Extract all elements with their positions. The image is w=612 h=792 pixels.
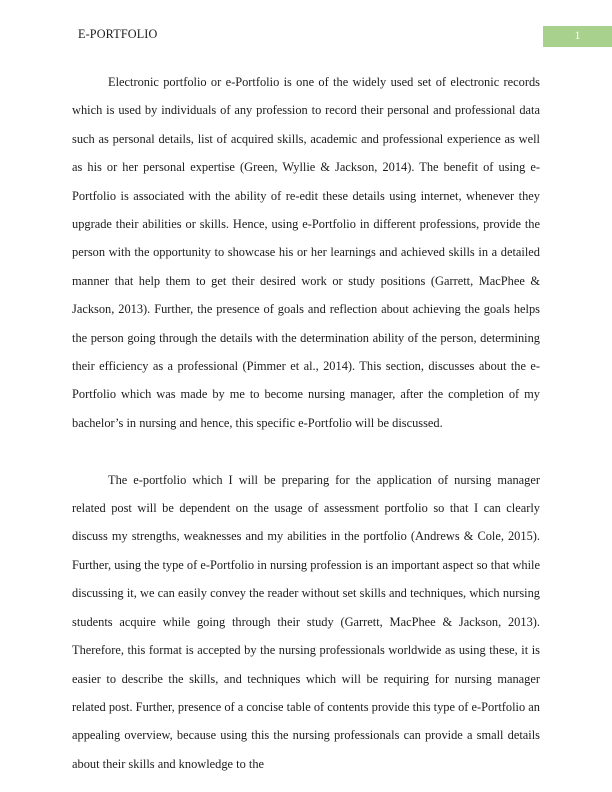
document-body [72, 68, 540, 778]
page-number-label: 1 [574, 29, 581, 42]
running-header-title: E-PORTFOLIO [78, 27, 158, 41]
paragraph-second: The e-portfolio which I will be preparing for the application of nursing manager related post will be dependent on the usage of assessment portfolio so that I can clearly discuss my strengths, weaknesses and my abilities in the portfolio (Andrews & Cole, 2015). Further, using the type of e-Portfolio in nursing profession is an important aspect so that while discussing it, we can easily convey the reader without set skills and techniques, which nursing students acquire while going through their study (Garrett, MacPhee & Jackson, 2013). Therefore, this format is accepted by the nursing professionals worldwide as using these, it is easier to describe the skills, and techniques which will be requiring for nursing manager related post. Further, presence of a concise table of contents provide this type of e-Portfolio an appealing overview, because using this the nursing professionals can provide a small details about their skills and knowledge to the [72, 472, 540, 771]
paragraph-intro: Electronic portfolio or e-Portfolio is one of the widely used set of electronic records which is used by individuals of any profession to record their personal and professional data such as personal details, list of acquired skills, academic and professional experience as well as his or her personal expertise (Green, Wyllie & Jackson, 2014). The benefit of using e-Portfolio is associated with the ability of re-edit these details using internet, whenever they upgrade their abilities or skills. Hence, using e-Portfolio in different professions, provide the person with the opportunity to showcase his or her learnings and achieved skills in a detailed manner that help them to get their desired work or study positions (Garrett, MacPhee & Jackson, 2013). Further, the presence of goals and reflection about achieving the goals helps the person going through the details with the determination ability of the person, determining their efficiency as a professional (Pimmer et al., 2014). This section, discusses about the e-Portfolio which was made by me to become nursing manager, after the completion of my bachelor’s in nursing and hence, this specific e-Portfolio will be discussed. [72, 75, 540, 430]
page-number-badge [543, 26, 612, 47]
page-header [0, 26, 612, 48]
